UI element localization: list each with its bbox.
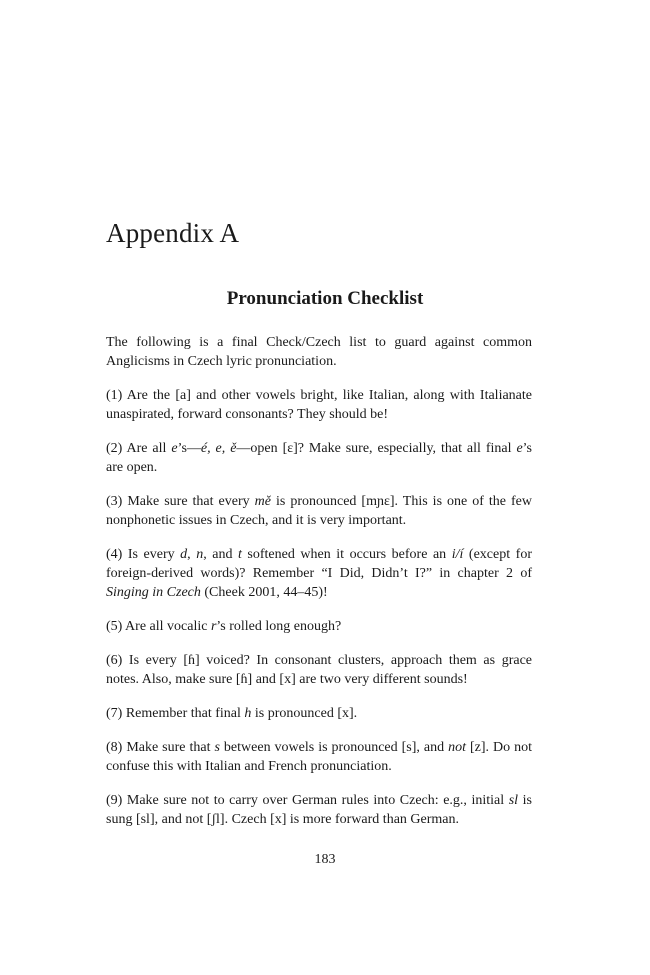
italic-text: sl <box>508 793 519 808</box>
text-segment: [z]. Do not confuse this with Italian and French pronunciation. <box>106 740 532 774</box>
checklist-item-7 <box>106 704 532 723</box>
intro-paragraph <box>106 333 532 371</box>
text-segment: (2) Are all <box>106 441 172 456</box>
italic-text: é, e, ě <box>200 441 237 456</box>
italic-text: s <box>214 740 220 755</box>
checklist-body <box>106 333 532 844</box>
text-segment: ’s rolled long enough? <box>216 619 342 634</box>
text-segment: , and <box>203 547 238 562</box>
text-segment: (1) Are the [a] and other vowels bright, like Italian, along with Italianate unaspirated, forward consonants? They should be! <box>106 388 532 422</box>
appendix-heading: Appendix A <box>106 218 240 248</box>
checklist-item-6 <box>106 651 532 689</box>
italic-text: e <box>171 441 178 456</box>
checklist-item-3 <box>106 492 532 530</box>
text-segment: is pronounced [mɲɛ]. This is one of the few nonphonetic issues in Czech, and it is very important. <box>106 494 533 528</box>
text-segment: (8) Make sure that <box>106 740 215 755</box>
italic-text: not <box>448 740 466 755</box>
checklist-item-2 <box>106 439 532 477</box>
text-segment: —open [ɛ]? Make sure, especially, that all final <box>236 441 517 456</box>
page-title: Pronunciation Checklist <box>226 288 424 309</box>
text-segment: The following is a final Check/Czech list to guard against common Anglicisms in Czech lyric pronunciation. <box>106 335 532 369</box>
text-segment: between vowels is pronounced [s], and <box>219 740 449 755</box>
text-segment: ’s— <box>177 441 201 456</box>
page-number: 183 <box>314 852 336 867</box>
checklist-item-5 <box>106 617 532 636</box>
italic-text: n <box>196 547 204 562</box>
italic-text: mě <box>254 494 271 509</box>
italic-text: r <box>210 619 217 634</box>
text-segment: is sung [sl], and not [ʃl]. Czech [x] is more forward than German. <box>106 793 532 827</box>
text-segment: (except for foreign-derived words)? Remember “I Did, Didn’t I?” in chapter 2 of <box>106 547 532 581</box>
text-segment: (4) Is every <box>106 547 181 562</box>
checklist-item-1 <box>106 386 532 424</box>
italic-text: d <box>180 547 188 562</box>
text-segment: is pronounced [x]. <box>251 706 358 721</box>
checklist-item-4 <box>106 545 532 602</box>
italic-text: e <box>516 441 523 456</box>
text-segment: , <box>187 547 197 562</box>
text-segment: (6) Is every [ɦ] voiced? In consonant clusters, approach them as grace notes. Also, make sure [ɦ] and [x] are two very different sounds! <box>106 653 532 687</box>
italic-text: h <box>244 706 252 721</box>
checklist-item-8 <box>106 738 532 776</box>
text-segment: (3) Make sure that every <box>106 494 255 509</box>
italic-text: t <box>238 547 242 562</box>
text-segment: (Cheek 2001, 44–45)! <box>200 585 328 600</box>
text-segment: (5) Are all vocalic <box>106 619 211 634</box>
text-segment: ’s are open. <box>106 441 532 475</box>
text-segment: (7) Remember that final <box>106 706 245 721</box>
italic-text: Singing in Czech <box>106 585 201 600</box>
text-segment: softened when it occurs before an <box>241 547 452 562</box>
text-segment: (9) Make sure not to carry over German rules into Czech: e.g., initial <box>106 793 509 808</box>
checklist-item-9 <box>106 791 532 829</box>
italic-text: i/í <box>451 547 464 562</box>
